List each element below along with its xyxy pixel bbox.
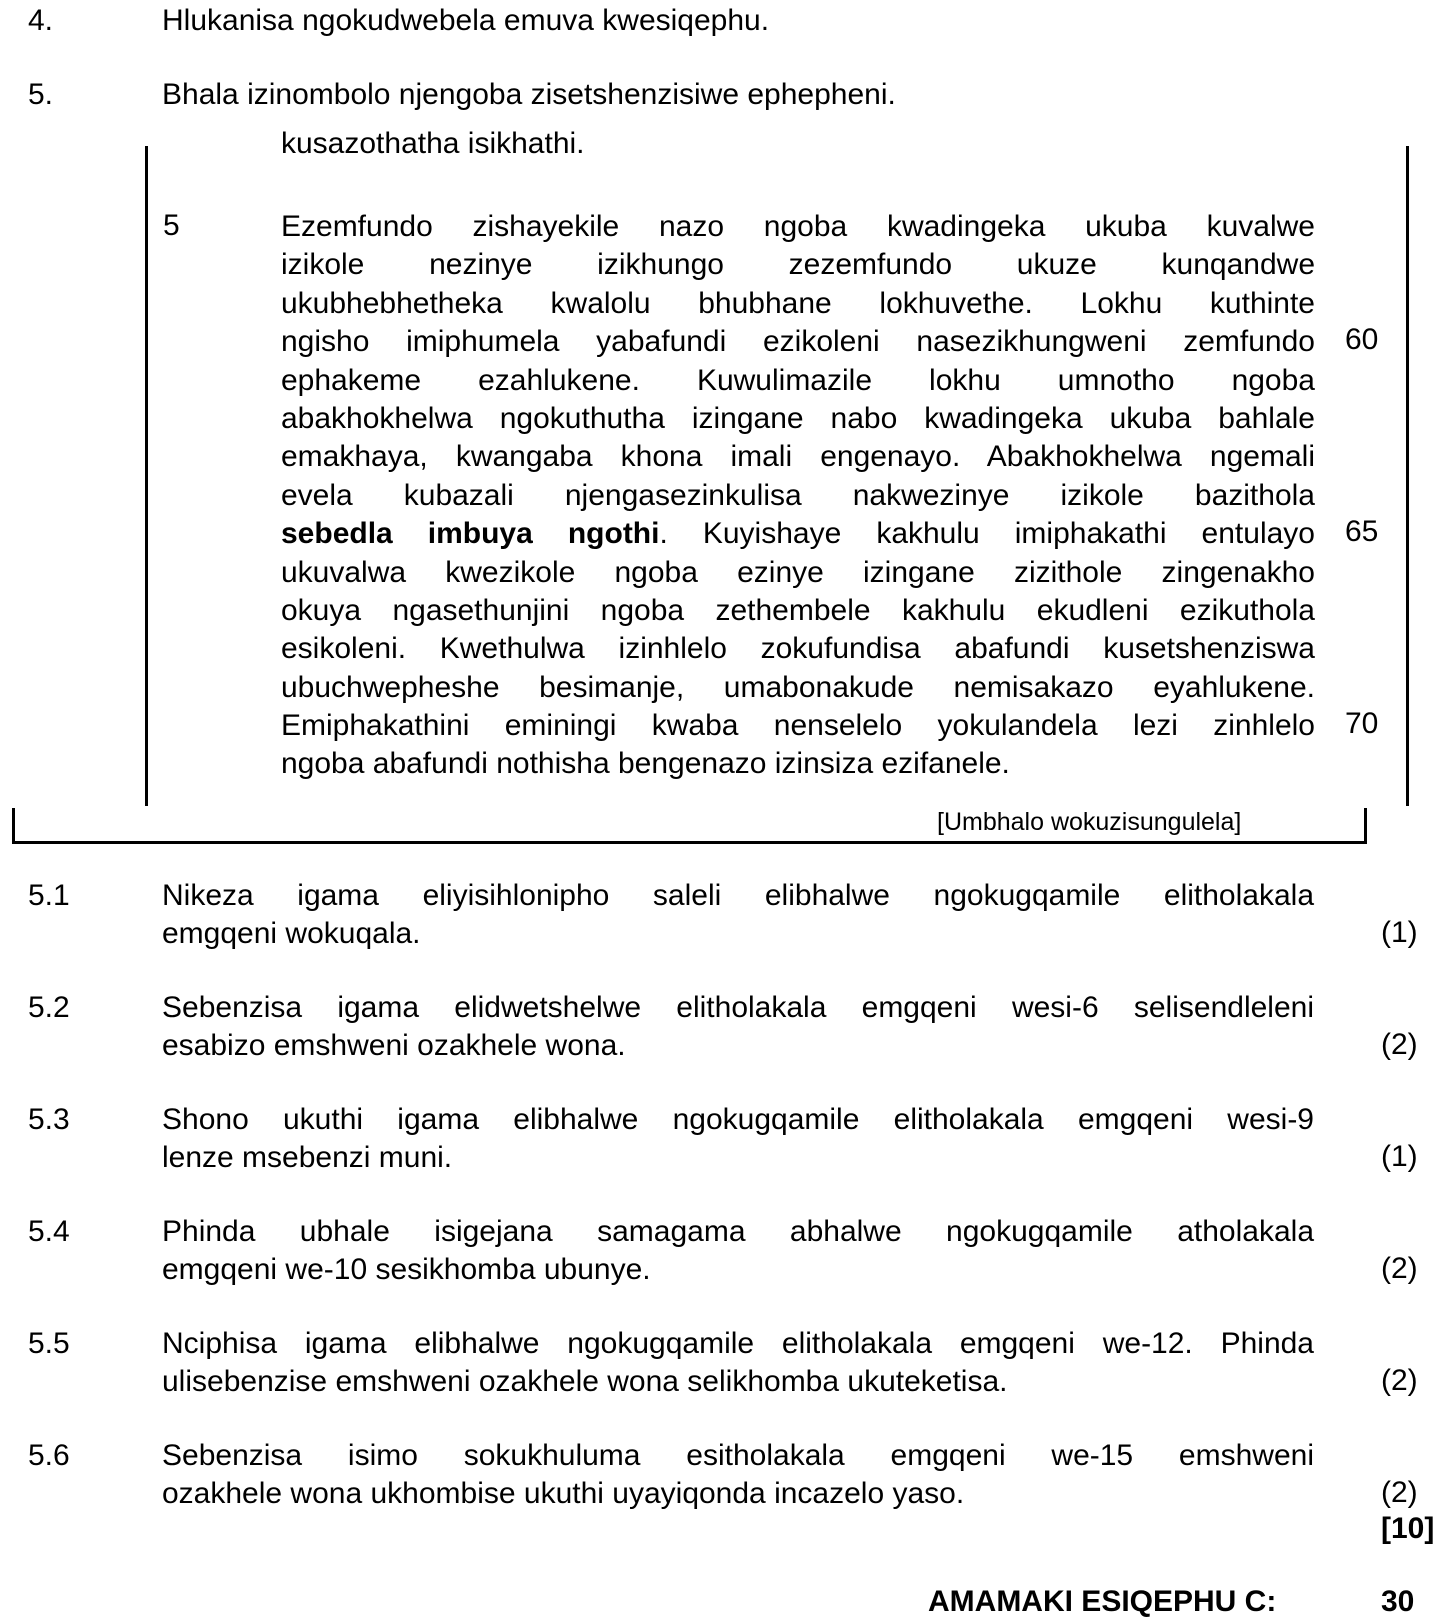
question-number: 5.4 — [28, 1215, 70, 1248]
passage-line-with-bold-phrase: sebedla imbuya ngothi. Kuyishaye kakhulu imiphakathi entulayo — [281, 517, 1315, 551]
passage-line: ngoba abafundi nothisha bengenazo izinsiza ezifanele. — [281, 747, 1010, 781]
question-text: Sebenzisa isimo sokukhuluma esitholakala emgqeni we-15 emshweni ozakhele wona ukhombise ukuthi uyayiqonda incazelo yaso. — [162, 1439, 1314, 1510]
question-text: Nciphisa igama elibhalwe ngokugqamile elitholakala emgqeni we-12. Phinda ulisebenzise emshweni ozakhele wona selikhomba ukuteketisa. — [162, 1327, 1314, 1398]
question-mark: (1) — [1381, 1140, 1418, 1173]
passage-line: ephakeme ezahlukene. Kuwulimazile lokhu umnotho ngoba — [281, 363, 1315, 397]
question-text: Phinda ubhale isigejana samagama abhalwe ngokugqamile atholakala emgqeni we-10 sesikhomba ubunye. — [162, 1215, 1314, 1286]
bold-phrase: sebedla imbuya ngothi — [281, 517, 660, 551]
question-mark: (2) — [1381, 1364, 1418, 1397]
passage-line: ubuchwepheshe besimanje, umabonakude nemisakazo eyahlukene. — [281, 670, 1315, 704]
passage-line: abakhokhelwa ngokuthutha izingane nabo kwadingeka ukuba bahlale — [281, 401, 1315, 435]
extract-passage — [281, 208, 1315, 784]
extract-frame-left-border — [145, 146, 148, 806]
passage-line: ukubhebhetheka kwalolu bhubhane lokhuvethe. Lokhu kuthinte — [281, 286, 1315, 320]
question-mark: (2) — [1381, 1028, 1418, 1061]
question-mark: (2) — [1381, 1252, 1418, 1285]
passage-line: Emiphakathini eminingi kwaba nenselelo yokulandela lezi zinhlelo — [281, 709, 1315, 743]
passage-line: emakhaya, kwangaba khona imali engenayo. Abakhokhelwa ngemali — [281, 440, 1315, 474]
extract-cut-line: kusazothatha isikhathi. — [281, 127, 585, 160]
extract-outer-bottom-border — [12, 841, 1367, 844]
extract-frame-right-border — [1406, 146, 1409, 806]
paragraph-number: 5 — [163, 209, 180, 242]
question-number: 5.2 — [28, 991, 70, 1024]
instruction-number: 5. — [28, 78, 54, 111]
line-number: 60 — [1345, 323, 1379, 356]
question-number: 5.6 — [28, 1439, 70, 1472]
question-number: 5.3 — [28, 1103, 70, 1136]
extract-source: [Umbhalo wokuzisungulela] — [937, 808, 1242, 836]
line-number: 70 — [1345, 707, 1379, 740]
question-mark: (1) — [1381, 916, 1418, 949]
section-total-value: 30 — [1381, 1585, 1415, 1618]
question-number: 5.1 — [28, 879, 70, 912]
question-text: Sebenzisa igama elidwetshelwe elitholakala emgqeni wesi-6 selisendleleni esabizo emshweni ozakhele wona. — [162, 991, 1314, 1062]
passage-line: izikole nezinye izikhungo zezemfundo ukuze kunqandwe — [281, 248, 1315, 282]
extract-outer-left-border — [12, 808, 15, 844]
passage-line: ngisho imiphumela yabafundi ezikoleni nasezikhungweni zemfundo — [281, 325, 1315, 359]
question-mark: (2) — [1381, 1476, 1418, 1509]
instruction-text: Hlukanisa ngokudwebela emuva kwesiqephu. — [162, 4, 770, 37]
instruction-text: Bhala izinombolo njengoba zisetshenzisiwe ephepheni. — [162, 78, 896, 111]
question-number: 5.5 — [28, 1327, 70, 1360]
passage-line: okuya ngasethunjini ngoba zethembele kakhulu ekudleni ezikuthola — [281, 593, 1315, 627]
instruction-number: 4. — [28, 4, 54, 37]
passage-line: esikoleni. Kwethulwa izinhlelo zokufundisa abafundi kusetshenziswa — [281, 632, 1315, 666]
section-total-label: AMAMAKI ESIQEPHU C: — [928, 1585, 1277, 1618]
question-text: Shono ukuthi igama elibhalwe ngokugqamile elitholakala emgqeni wesi-9 lenze msebenzi muni. — [162, 1103, 1314, 1174]
question-text: Nikeza igama eliyisihlonipho saleli elibhalwe ngokugqamile elitholakala emgqeni wokuqala. — [162, 879, 1314, 950]
question-total: [10] — [1381, 1512, 1434, 1545]
extract-outer-right-border — [1364, 808, 1367, 844]
line-number: 65 — [1345, 515, 1379, 548]
passage-line: evela kubazali njengasezinkulisa nakwezinye izikole bazithola — [281, 478, 1315, 512]
passage-line: ukuvalwa kwezikole ngoba ezinye izingane zizithole zingenakho — [281, 555, 1315, 589]
passage-line: Ezemfundo zishayekile nazo ngoba kwadingeka ukuba kuvalwe — [281, 210, 1315, 243]
